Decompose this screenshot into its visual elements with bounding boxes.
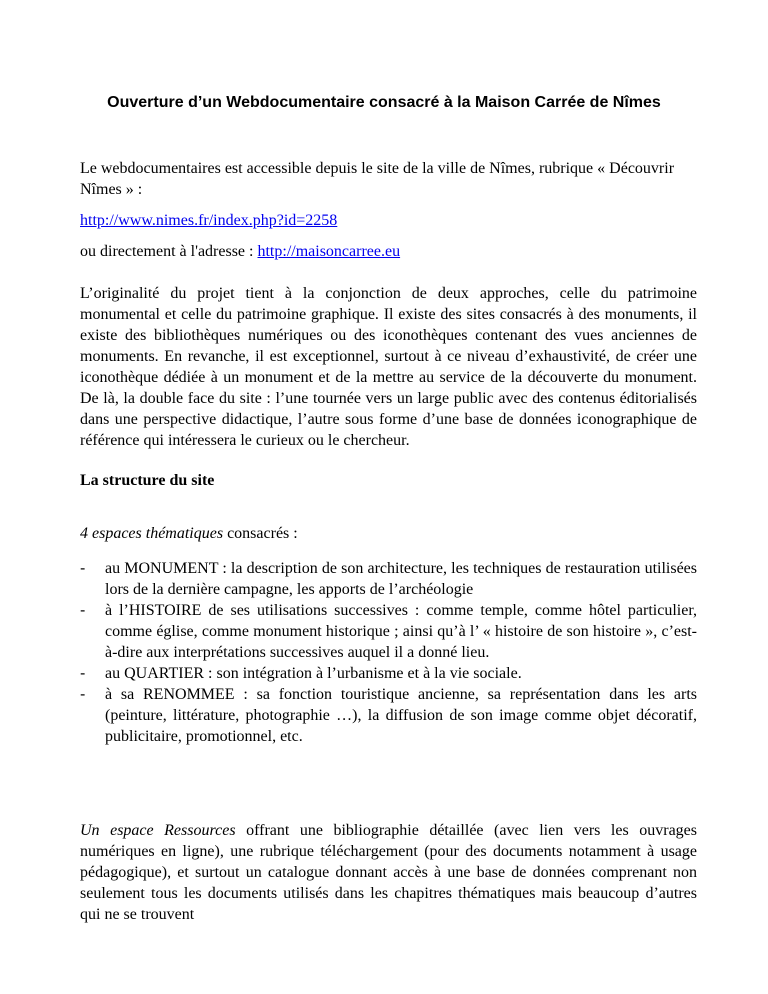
list-item-text: au QUARTIER : son intégration à l’urbanisme et à la vie sociale. <box>105 665 522 682</box>
themes-list <box>80 558 697 747</box>
intro-paragraph <box>80 158 697 200</box>
list-item <box>80 558 697 600</box>
themes-intro <box>80 523 697 544</box>
list-item-text: à l’HISTOIRE de ses utilisations successives : comme temple, comme hôtel particulier, comme église, comme monument historique ; ainsi qu’à l’ « histoire de son histoire », c’est-à-dire aux interprétations successives auquel il a donné lieu. <box>105 602 697 661</box>
bullet-dash: - <box>80 602 86 619</box>
direct-address-prefix: ou directement à l'adresse : <box>80 243 258 260</box>
list-item-text: à sa RENOMMEE : sa fonction touristique ancienne, sa représentation dans les arts (peinture, littérature, photographie …), la diffusion de son image comme objet décoratif, publicitaire, promotionnel, etc. <box>105 686 697 745</box>
themes-intro-emphasis: 4 espaces thématiques <box>80 525 224 542</box>
intro-text: Le webdocumentaires est accessible depuis le site de la ville de Nîmes, rubrique « Découvrir Nîmes » : <box>80 160 675 198</box>
page-title: Ouverture d’un Webdocumentaire consacré à la Maison Carrée de Nîmes <box>107 94 661 111</box>
structure-heading: La structure du site <box>80 472 215 489</box>
maisoncarree-link[interactable]: http://maisoncarree.eu <box>257 243 401 260</box>
bullet-dash: - <box>80 686 86 703</box>
originality-paragraph: L’originalité du projet tient à la conjonction de deux approches, celle du patrimoine monumental et celle du patrimoine graphique. Il existe des sites consacrés à des monuments, il existe des bibliothèques numériques ou des iconothèques contenant des vues anciennes de monuments. En revanche, il est exceptionnel, surtout à ce niveau d’exhaustivité, de créer une iconothèque dédiée à un monument et de la mettre au service de la découverte du monument. De là, la double face du site : l’une tournée vers un large public avec des contenus éditorialisés dans une perspective didactique, l’autre sous forme d’une base de données iconographique de référence qui intéressera le curieux ou le chercheur. <box>80 285 697 449</box>
direct-address-paragraph <box>80 241 697 262</box>
resources-text: offrant une bibliographie détaillée (avec lien vers les ouvrages numériques en ligne), une rubrique téléchargement (pour des documents notamment à usage pédagogique), et surtout un catalogue donnant accès à une base de données comprenant non seulement tous les documents utilisés dans les chapitres thématiques mais beaucoup d’autres qui ne se trouvent <box>80 822 697 923</box>
list-item <box>80 600 697 663</box>
list-item <box>80 663 697 684</box>
resources-paragraph <box>80 820 697 925</box>
city-link-paragraph <box>80 210 697 231</box>
bullet-dash: - <box>80 560 86 577</box>
nimes-city-link[interactable]: http://www.nimes.fr/index.php?id=2258 <box>80 212 338 229</box>
bullet-dash: - <box>80 665 86 682</box>
themes-intro-rest: consacrés : <box>223 525 298 542</box>
list-item-text: au MONUMENT : la description de son architecture, les techniques de restauration utilisées lors de la dernière campagne, les apports de l’archéologie <box>105 560 697 598</box>
resources-emphasis: Un espace Ressources <box>80 822 236 839</box>
list-item <box>80 684 697 747</box>
